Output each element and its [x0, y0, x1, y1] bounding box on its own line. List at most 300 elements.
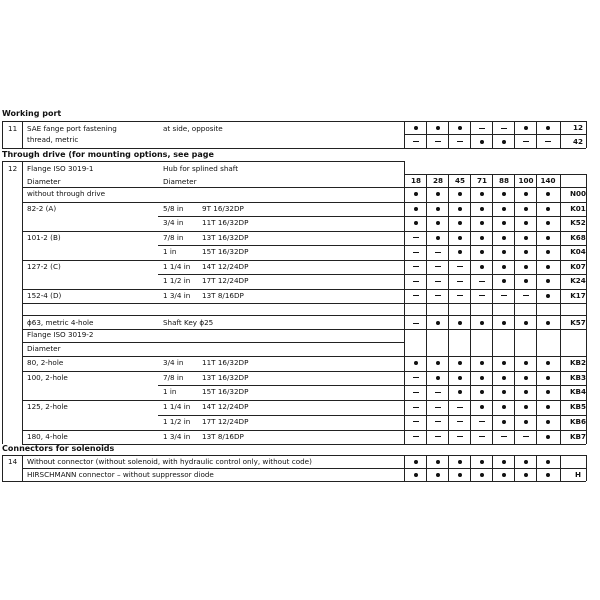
- not-available-dash-icon: [413, 421, 419, 422]
- shaft-key: Shaft Key ϕ25: [163, 318, 214, 327]
- available-dot-icon: [502, 279, 506, 283]
- availability-cell: [493, 121, 515, 134]
- available-dot-icon: [524, 460, 528, 464]
- grid-line: [514, 455, 515, 481]
- not-available-dash-icon: [501, 128, 507, 129]
- grid-line: [514, 121, 515, 148]
- availability-cell: [427, 356, 449, 369]
- availability-cell: [405, 202, 427, 215]
- availability-cell: [405, 356, 427, 369]
- availability-cell: [405, 430, 427, 443]
- availability-cell: [405, 455, 427, 468]
- working-port-number: 11: [8, 124, 18, 133]
- available-dot-icon: [546, 294, 550, 298]
- ordering-code: KB2: [569, 358, 587, 367]
- availability-cell: [449, 371, 471, 384]
- availability-cell: [515, 430, 537, 443]
- availability-cell: [515, 415, 537, 428]
- not-available-dash-icon: [479, 281, 485, 282]
- availability-cell: [537, 316, 559, 329]
- available-dot-icon: [458, 207, 462, 211]
- available-dot-icon: [546, 207, 550, 211]
- spline-spec: 9T 16/32DP: [202, 203, 244, 213]
- spline-spec: 14T 12/24DP: [202, 402, 249, 412]
- availability-cell: [537, 245, 559, 258]
- availability-cell: [405, 371, 427, 384]
- availability-cell: [493, 400, 515, 413]
- available-dot-icon: [502, 192, 506, 196]
- row-divider: [22, 329, 586, 330]
- not-available-dash-icon: [523, 295, 529, 296]
- availability-cell: [493, 316, 515, 329]
- connectors-number: 14: [8, 457, 18, 466]
- row-divider: [22, 356, 586, 357]
- available-dot-icon: [458, 126, 462, 130]
- available-dot-icon: [502, 250, 506, 254]
- available-dot-icon: [436, 207, 440, 211]
- flange-size: 127-2 (C): [27, 261, 61, 271]
- availability-cell: [515, 135, 537, 148]
- availability-cell: [515, 455, 537, 468]
- hub-diameter: 1 in: [163, 387, 177, 397]
- availability-cell: [471, 121, 493, 134]
- ordering-code: KB7: [569, 431, 587, 441]
- spline-spec: 13T 16/32DP: [202, 232, 249, 242]
- available-dot-icon: [458, 192, 462, 196]
- not-available-dash-icon: [413, 295, 419, 296]
- ordering-code: K07: [570, 261, 586, 271]
- availability-cell: [515, 371, 537, 384]
- availability-cell: [493, 202, 515, 215]
- ordering-code: KB5: [569, 402, 587, 412]
- available-dot-icon: [480, 321, 484, 325]
- availability-cell: [471, 289, 493, 302]
- availability-cell: [515, 260, 537, 273]
- availability-cell: [537, 135, 559, 148]
- availability-cell: [493, 289, 515, 302]
- availability-cell: [493, 430, 515, 443]
- not-available-dash-icon: [413, 252, 419, 253]
- flange-size: 152-4 (D): [27, 290, 62, 300]
- availability-cell: [493, 385, 515, 398]
- available-dot-icon: [480, 250, 484, 254]
- availability-cell: [515, 356, 537, 369]
- availability-cell: [471, 135, 493, 148]
- available-dot-icon: [436, 221, 440, 225]
- hub-diameter: 1 1/2 in: [163, 416, 191, 426]
- not-available-dash-icon: [479, 436, 485, 437]
- available-dot-icon: [502, 361, 506, 365]
- availability-cell: [537, 202, 559, 215]
- availability-cell: [427, 245, 449, 258]
- spline-spec: 13T 8/16DP: [202, 431, 244, 441]
- availability-cell: [493, 187, 515, 200]
- availability-cell: [493, 245, 515, 258]
- availability-cell: [449, 260, 471, 273]
- ordering-code: [561, 455, 595, 468]
- connector-row-desc: HIRSCHMANN connector – without suppressor diode: [27, 470, 214, 479]
- availability-cell: [449, 415, 471, 428]
- availability-cell: [471, 468, 493, 481]
- available-dot-icon: [436, 376, 440, 380]
- available-dot-icon: [436, 236, 440, 240]
- availability-cell: [537, 121, 559, 134]
- availability-cell: [427, 135, 449, 148]
- size-header-28: 28: [432, 176, 443, 185]
- available-dot-icon: [546, 376, 550, 380]
- not-available-dash-icon: [457, 141, 463, 142]
- available-dot-icon: [480, 221, 484, 225]
- not-available-dash-icon: [435, 252, 441, 253]
- available-dot-icon: [414, 126, 418, 130]
- available-dot-icon: [436, 321, 440, 325]
- not-available-dash-icon: [435, 281, 441, 282]
- available-dot-icon: [480, 236, 484, 240]
- available-dot-icon: [502, 236, 506, 240]
- working-port-heading: Working port: [2, 109, 62, 118]
- spline-spec: 14T 12/24DP: [202, 261, 249, 271]
- working-port-desc-line1: SAE fange port fastening: [27, 124, 117, 133]
- ordering-code: K01: [570, 203, 586, 213]
- flange-size: 100, 2-hole: [27, 372, 68, 382]
- not-available-dash-icon: [523, 436, 529, 437]
- spline-spec: 11T 16/32DP: [202, 218, 249, 227]
- availability-cell: [515, 289, 537, 302]
- not-available-dash-icon: [435, 421, 441, 422]
- not-available-dash-icon: [435, 392, 441, 393]
- availability-cell: [515, 121, 537, 134]
- not-available-dash-icon: [501, 436, 507, 437]
- row-divider: [22, 303, 586, 304]
- hub-diameter: 3/4 in: [163, 218, 184, 227]
- availability-cell: [537, 468, 559, 481]
- through-drive-heading: Through drive (for mounting options, see page: [2, 150, 214, 159]
- availability-cell: [537, 415, 559, 428]
- availability-cell: [515, 385, 537, 398]
- availability-cell: [537, 356, 559, 369]
- available-dot-icon: [458, 221, 462, 225]
- availability-cell: [449, 231, 471, 244]
- availability-cell: [427, 468, 449, 481]
- hub-diameter: 7/8 in: [163, 372, 184, 382]
- not-available-dash-icon: [457, 266, 463, 267]
- availability-cell: [537, 274, 559, 287]
- available-dot-icon: [414, 460, 418, 464]
- availability-cell: [405, 245, 427, 258]
- ordering-code: K04: [570, 247, 586, 256]
- hub-diameter: 7/8 in: [163, 232, 184, 242]
- availability-cell: [449, 202, 471, 215]
- available-dot-icon: [546, 192, 550, 196]
- available-dot-icon: [546, 390, 550, 394]
- available-dot-icon: [458, 390, 462, 394]
- hub-diameter: 1 3/4 in: [163, 290, 191, 300]
- hub-diameter: 1 in: [163, 247, 177, 256]
- availability-cell: [493, 371, 515, 384]
- available-dot-icon: [524, 321, 528, 325]
- not-available-dash-icon: [479, 295, 485, 296]
- not-available-dash-icon: [413, 407, 419, 408]
- availability-cell: [493, 216, 515, 229]
- availability-cell: [537, 216, 559, 229]
- available-dot-icon: [524, 250, 528, 254]
- ordering-code: H: [574, 470, 581, 479]
- availability-cell: [405, 187, 427, 200]
- availability-cell: [449, 216, 471, 229]
- available-dot-icon: [458, 250, 462, 254]
- working-port-desc-line2: thread, metric: [27, 135, 79, 144]
- available-dot-icon: [524, 207, 528, 211]
- available-dot-icon: [546, 250, 550, 254]
- not-available-dash-icon: [413, 141, 419, 142]
- availability-cell: [493, 415, 515, 428]
- availability-cell: [471, 202, 493, 215]
- not-available-dash-icon: [479, 128, 485, 129]
- availability-cell: [449, 356, 471, 369]
- availability-cell: [427, 187, 449, 200]
- not-available-dash-icon: [545, 141, 551, 142]
- not-available-dash-icon: [457, 295, 463, 296]
- available-dot-icon: [458, 460, 462, 464]
- flange-size: without through drive: [27, 189, 106, 198]
- availability-cell: [405, 274, 427, 287]
- available-dot-icon: [524, 390, 528, 394]
- availability-cell: [405, 316, 427, 329]
- ordering-code: K17: [570, 290, 586, 300]
- available-dot-icon: [480, 361, 484, 365]
- available-dot-icon: [436, 126, 440, 130]
- availability-cell: [493, 274, 515, 287]
- flange-iso-3019-1-label: Flange ISO 3019-1: [27, 164, 94, 173]
- availability-cell: [449, 135, 471, 148]
- availability-cell: [405, 385, 427, 398]
- availability-cell: [405, 468, 427, 481]
- availability-cell: [515, 187, 537, 200]
- not-available-dash-icon: [523, 141, 529, 142]
- size-header-88: 88: [498, 176, 509, 185]
- hub-splined-shaft-label: Hub for splined shaft: [163, 164, 239, 173]
- availability-cell: [493, 231, 515, 244]
- size-header-100: 100: [518, 176, 534, 185]
- availability-cell: [515, 202, 537, 215]
- available-dot-icon: [546, 460, 550, 464]
- available-dot-icon: [502, 221, 506, 225]
- not-available-dash-icon: [435, 407, 441, 408]
- availability-cell: [515, 231, 537, 244]
- availability-cell: [537, 231, 559, 244]
- available-dot-icon: [546, 473, 550, 477]
- availability-cell: [515, 468, 537, 481]
- availability-cell: [471, 274, 493, 287]
- not-available-dash-icon: [435, 266, 441, 267]
- availability-cell: [515, 316, 537, 329]
- available-dot-icon: [524, 221, 528, 225]
- spline-spec: 17T 12/24DP: [202, 416, 249, 426]
- availability-cell: [537, 260, 559, 273]
- grid-line: [470, 455, 471, 481]
- grid-line: [426, 455, 427, 481]
- available-dot-icon: [546, 405, 550, 409]
- availability-cell: [471, 356, 493, 369]
- grid-line: [536, 455, 537, 481]
- grid-line: [448, 455, 449, 481]
- available-dot-icon: [546, 361, 550, 365]
- availability-cell: [427, 231, 449, 244]
- availability-cell: [449, 455, 471, 468]
- availability-cell: [449, 468, 471, 481]
- available-dot-icon: [546, 221, 550, 225]
- availability-cell: [449, 385, 471, 398]
- available-dot-icon: [524, 126, 528, 130]
- hub-diameter: 1 1/2 in: [163, 276, 191, 285]
- availability-cell: [449, 316, 471, 329]
- availability-cell: [537, 455, 559, 468]
- available-dot-icon: [502, 390, 506, 394]
- available-dot-icon: [502, 207, 506, 211]
- ordering-code: K24: [570, 276, 586, 285]
- availability-cell: [405, 415, 427, 428]
- availability-cell: [449, 121, 471, 134]
- availability-cell: [427, 371, 449, 384]
- spline-spec: 13T 8/16DP: [202, 290, 244, 300]
- available-dot-icon: [524, 420, 528, 424]
- available-dot-icon: [480, 390, 484, 394]
- availability-cell: [405, 216, 427, 229]
- available-dot-icon: [480, 376, 484, 380]
- size-header-140: 140: [540, 176, 556, 185]
- availability-cell: [405, 231, 427, 244]
- available-dot-icon: [480, 405, 484, 409]
- availability-cell: [515, 274, 537, 287]
- grid-line: [426, 121, 427, 148]
- availability-cell: [449, 430, 471, 443]
- grid-line: [492, 455, 493, 481]
- through-drive-number: 12: [8, 164, 18, 173]
- ordering-code: 42: [572, 136, 583, 146]
- availability-cell: [449, 289, 471, 302]
- not-available-dash-icon: [457, 436, 463, 437]
- not-available-dash-icon: [413, 237, 419, 238]
- availability-cell: [427, 289, 449, 302]
- metric-flange: ϕ63, metric 4-hole: [27, 318, 94, 327]
- connectors-heading: Connectors for solenoids: [2, 444, 115, 453]
- spline-spec: 17T 12/24DP: [202, 276, 249, 285]
- available-dot-icon: [480, 207, 484, 211]
- availability-cell: [493, 260, 515, 273]
- available-dot-icon: [436, 473, 440, 477]
- availability-cell: [515, 216, 537, 229]
- availability-cell: [405, 121, 427, 134]
- available-dot-icon: [414, 207, 418, 211]
- availability-cell: [537, 385, 559, 398]
- not-available-dash-icon: [457, 281, 463, 282]
- available-dot-icon: [436, 192, 440, 196]
- available-dot-icon: [524, 376, 528, 380]
- availability-cell: [405, 260, 427, 273]
- availability-cell: [537, 371, 559, 384]
- availability-cell: [471, 430, 493, 443]
- ordering-code: N00: [569, 189, 587, 198]
- available-dot-icon: [502, 460, 506, 464]
- ordering-code: KB4: [569, 387, 587, 397]
- availability-cell: [427, 121, 449, 134]
- ordering-code: K68: [570, 232, 586, 242]
- availability-cell: [471, 187, 493, 200]
- availability-cell: [427, 202, 449, 215]
- availability-cell: [471, 316, 493, 329]
- available-dot-icon: [414, 221, 418, 225]
- availability-cell: [405, 289, 427, 302]
- ordering-code: KB3: [569, 372, 587, 382]
- not-available-dash-icon: [413, 377, 419, 378]
- availability-cell: [449, 245, 471, 258]
- availability-cell: [493, 468, 515, 481]
- available-dot-icon: [546, 236, 550, 240]
- available-dot-icon: [502, 140, 506, 144]
- available-dot-icon: [502, 265, 506, 269]
- availability-cell: [493, 356, 515, 369]
- size-header-45: 45: [454, 176, 465, 185]
- availability-cell: [427, 274, 449, 287]
- available-dot-icon: [546, 321, 550, 325]
- availability-cell: [515, 400, 537, 413]
- available-dot-icon: [480, 265, 484, 269]
- available-dot-icon: [524, 279, 528, 283]
- hub-diameter: 1 1/4 in: [163, 402, 191, 412]
- available-dot-icon: [546, 420, 550, 424]
- available-dot-icon: [458, 376, 462, 380]
- availability-cell: [427, 216, 449, 229]
- hub-diameter: 1 1/4 in: [163, 261, 191, 271]
- availability-cell: [493, 455, 515, 468]
- available-dot-icon: [502, 405, 506, 409]
- available-dot-icon: [458, 361, 462, 365]
- available-dot-icon: [414, 473, 418, 477]
- available-dot-icon: [480, 473, 484, 477]
- availability-cell: [471, 260, 493, 273]
- available-dot-icon: [502, 420, 506, 424]
- grid-line: [448, 121, 449, 148]
- availability-cell: [471, 400, 493, 413]
- availability-cell: [471, 216, 493, 229]
- availability-cell: [427, 455, 449, 468]
- available-dot-icon: [524, 405, 528, 409]
- not-available-dash-icon: [435, 436, 441, 437]
- size-header-18: 18: [410, 176, 421, 185]
- ordering-code: 12: [572, 123, 583, 132]
- available-dot-icon: [458, 236, 462, 240]
- available-dot-icon: [502, 473, 506, 477]
- available-dot-icon: [524, 473, 528, 477]
- hub-diameter: 1 3/4 in: [163, 431, 191, 441]
- grid-line: [492, 121, 493, 148]
- available-dot-icon: [546, 265, 550, 269]
- not-available-dash-icon: [501, 295, 507, 296]
- grid-line: [536, 121, 537, 148]
- availability-cell: [405, 400, 427, 413]
- availability-cell: [471, 245, 493, 258]
- available-dot-icon: [524, 361, 528, 365]
- available-dot-icon: [436, 460, 440, 464]
- availability-cell: [493, 135, 515, 148]
- available-dot-icon: [502, 376, 506, 380]
- availability-cell: [449, 187, 471, 200]
- connector-row-desc: Without connector (without solenoid, with hydraulic control only, without code): [27, 457, 312, 466]
- available-dot-icon: [480, 192, 484, 196]
- ordering-code: KB6: [569, 416, 587, 426]
- availability-cell: [427, 400, 449, 413]
- ordering-code: K52: [570, 218, 586, 227]
